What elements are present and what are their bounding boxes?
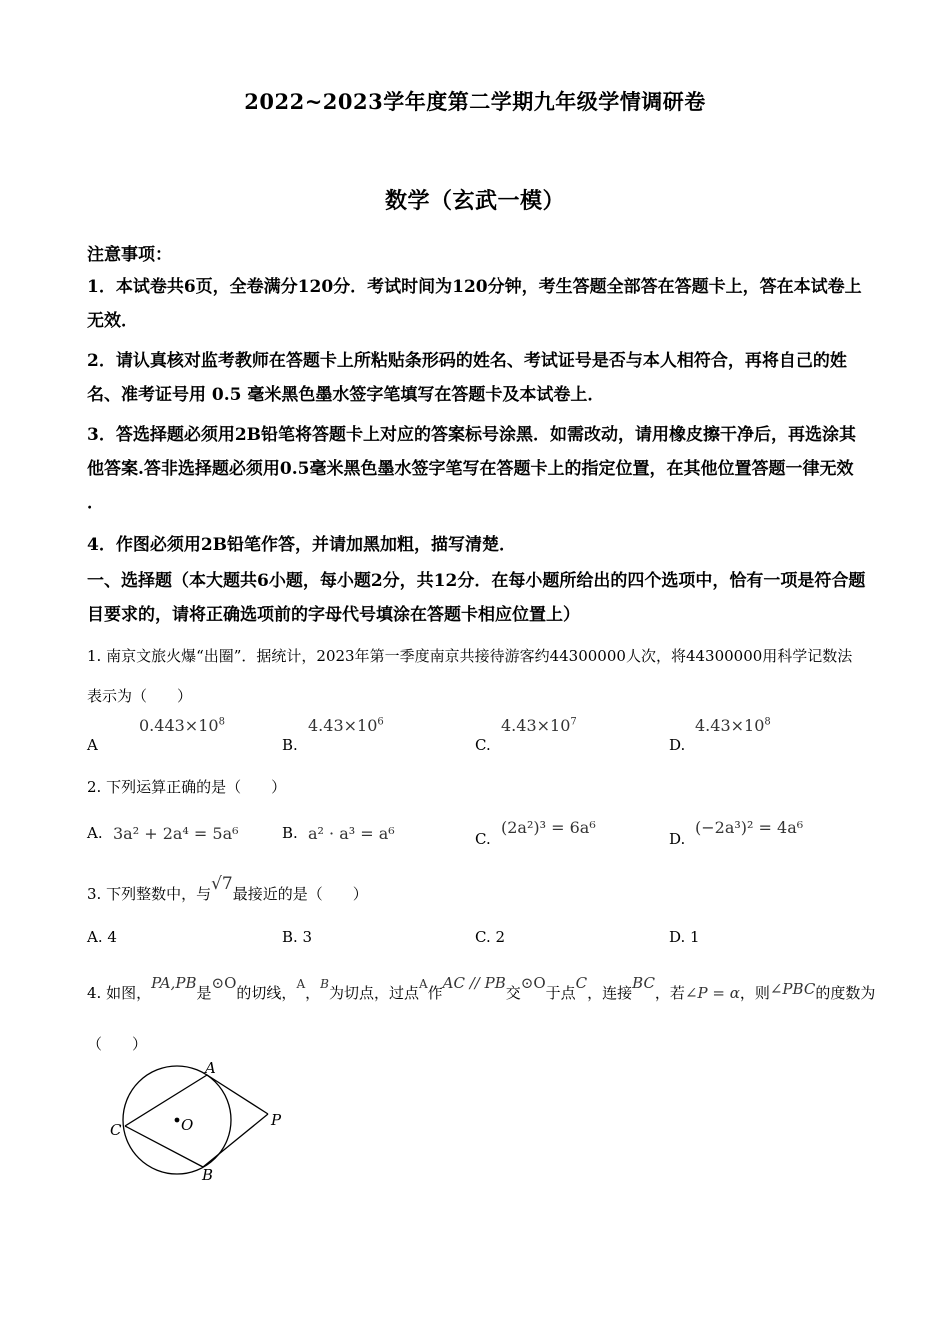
notice-item-1: 1．本试卷共6页，全卷满分120分．考试时间为120分钟，考生答题全部答在答题卡上，答在本试卷上无效．: [87, 277, 862, 331]
option-math: $0.443\times 10^8$: [139, 716, 225, 735]
option-label: A: [87, 736, 98, 754]
circle-tangent-figure: [100, 1058, 300, 1183]
question-2-options: [87, 810, 887, 850]
option-label: D.: [669, 736, 686, 754]
option-math: $4.43\times 10^6$: [308, 716, 384, 735]
option-label: A.: [87, 824, 103, 842]
option-label: B.: [282, 736, 298, 754]
label-a: A: [205, 1059, 216, 1077]
question-2-stem: 2. 下列运算正确的是（ ）: [87, 778, 287, 796]
option-label: C.: [475, 736, 491, 754]
option-math: (−2a³)² = 4a⁶: [695, 818, 804, 837]
option-label: C.: [475, 830, 491, 848]
option-math: a² · a³ = a⁶: [308, 824, 395, 843]
exam-title: 2022~2023学年度第二学期九年级学情调研卷: [244, 89, 706, 114]
question-3-stem: 3. 下列整数中，与√7最接近的是（ ）: [87, 874, 368, 903]
option-c: C. 2: [475, 928, 506, 946]
option-b: B. 3: [282, 928, 313, 946]
option-a: A. 4: [87, 928, 117, 946]
notice-item-3: 3．答选择题必须用2B铅笔将答题卡上对应的答案标号涂黑．如需改动，请用橡皮擦干净后，再选涂其他答案.答非选择题必须用0.5毫米黑色墨水签字笔写在答题卡上的指定位置，在其他位置答题一律无效 ．: [87, 425, 857, 513]
option-math: $4.43\times 10^7$: [501, 716, 577, 735]
exam-subtitle: 数学（玄武一模）: [384, 188, 565, 214]
option-math: (2a²)³ = 6a⁶: [501, 818, 596, 837]
question-4-stem: 4. 如图，PA,PB是⊙O的切线，$^A$，$^B$为切点，过点$^A$作AC // PB交⊙O于点C，连接BC，若∠P = α，则∠PBC的度数为（ ）: [87, 974, 876, 1053]
option-label: D.: [669, 830, 686, 848]
option-math: 3a² + 2a⁴ = 5a⁶: [113, 824, 239, 843]
question-1-stem: 1. 南京文旅火爆“出圈”．据统计，2023年第一季度南京共接待游客约44300000人次，将44300000用科学记数法表示为（ ）: [87, 647, 853, 705]
notice-heading: 注意事项：: [87, 245, 172, 265]
center-dot: [175, 1118, 180, 1123]
notice-item-2: 2．请认真核对监考教师在答题卡上所粘贴条形码的姓名、考试证号是否与本人相符合，再将自己的姓名、准考证号用 0.5 毫米黑色墨水签字笔填写在答题卡及本试卷上．: [87, 351, 847, 405]
option-label: B.: [282, 824, 298, 842]
section-heading: 一、选择题（本大题共6小题，每小题2分，共12分．在每小题所给出的四个选项中，恰有一项是符合题目要求的，请将正确选项前的字母代号填涂在答题卡相应位置上）: [87, 571, 866, 625]
segment-pb: [203, 1114, 268, 1167]
label-o: O: [181, 1116, 194, 1134]
radical-seven: √7: [211, 874, 233, 894]
notice-item-4: 4．作图必须用2B铅笔作答，并请加黑加粗，描写清楚．: [87, 535, 517, 555]
label-p: P: [271, 1111, 282, 1129]
label-c: C: [110, 1121, 122, 1139]
label-b: B: [202, 1166, 214, 1183]
question-1-options: [87, 716, 887, 756]
segment-pa: [207, 1075, 268, 1114]
option-math: $4.43\times 10^8$: [695, 716, 771, 735]
option-d: D. 1: [669, 928, 700, 946]
